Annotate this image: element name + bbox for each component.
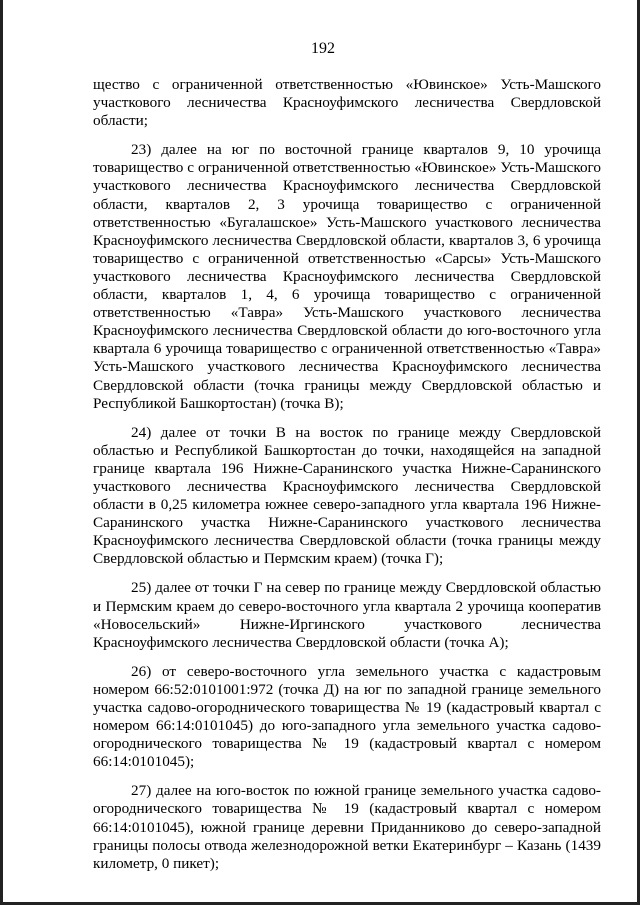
paragraph-item-26: 26) от северо-восточного угла земельного участка с кадастровым номером 66:52:0101001:972 (точка Д) на юг по западной границе земельного участка садово-огороднического товарищества № 19 (кадастровый квартал с номером 66:14:0101045) до юго-западного угла земельного участка садово-огороднического товарищества № 19 (кадастровый квартал с номером 66:14:0101045);	[93, 662, 601, 771]
paragraph-item-25: 25) далее от точки Г на север по границе между Свердловской областью и Пермским краем до северо-восточного угла квартала 2 урочища кооператив «Новосельский» Нижне-Иргинского участкового лесничества Красноуфимского лесничества Свердловской области (точка А);	[93, 579, 601, 651]
paragraph-item-23: 23) далее на юг по восточной границе кварталов 9, 10 урочища товарищество с ограниченной ответственностью «Ювинское» Усть-Машского участкового лесничества Красноуфимского лесничества Свердловской области, кварталов 2, 3 урочища товарищество с ограниченной ответственностью «Бугалашское» Усть-Машского участкового лесничества Красноуфимского лесничества Свердловской области, кварталов 3, 6 урочища товарищество с ограниченной ответственностью «Сарсы» Усть-Машского участкового лесничества Красноуфимского лесничества Свердловской области, кварталов 1, 4, 6 урочища товарищество с ограниченной ответственностью «Тавра» Усть-Машского участкового лесничества Красноуфимского лесничества Свердловской области до юго-восточного угла квартала 6 урочища товарищество с ограниченной ответственностью «Тавра» Усть-Машского участкового лесничества Красноуфимского лесничества Свердловской области (точка границы между Свердловской областью и Республикой Башкортостан) (точка В);	[93, 141, 601, 412]
document-body	[93, 76, 601, 884]
paragraph-continuation: щество с ограниченной ответственностью «Ювинское» Усть-Машского участкового лесничества Красноуфимского лесничества Свердловской области;	[93, 76, 601, 130]
paragraph-item-27: 27) далее на юго-восток по южной границе земельного участка садово-огороднического товарищества № 19 (кадастровый квартал с номером 66:14:0101045), южной границе деревни Приданниково до северо-западной границы полосы отвода железнодорожной ветки Екатеринбург – Казань (1439 километр, 0 пикет);	[93, 782, 601, 872]
page-number: 192	[311, 40, 335, 57]
paragraph-item-24: 24) далее от точки В на восток по границе между Свердловской областью и Республикой Башкортостан до точки, находящейся на западной границе квартала 196 Нижне-Саранинского участка Нижне-Саранинского участкового лесничества Красноуфимского лесничества Свердловской области в 0,25 километра южнее северо-западного угла квартала 196 Нижне-Саранинского участка Нижне-Саранинского участкового лесничества Красноуфимского лесничества Свердловской области (точка границы между Свердловской областью и Пермским краем) (точка Г);	[93, 423, 601, 568]
